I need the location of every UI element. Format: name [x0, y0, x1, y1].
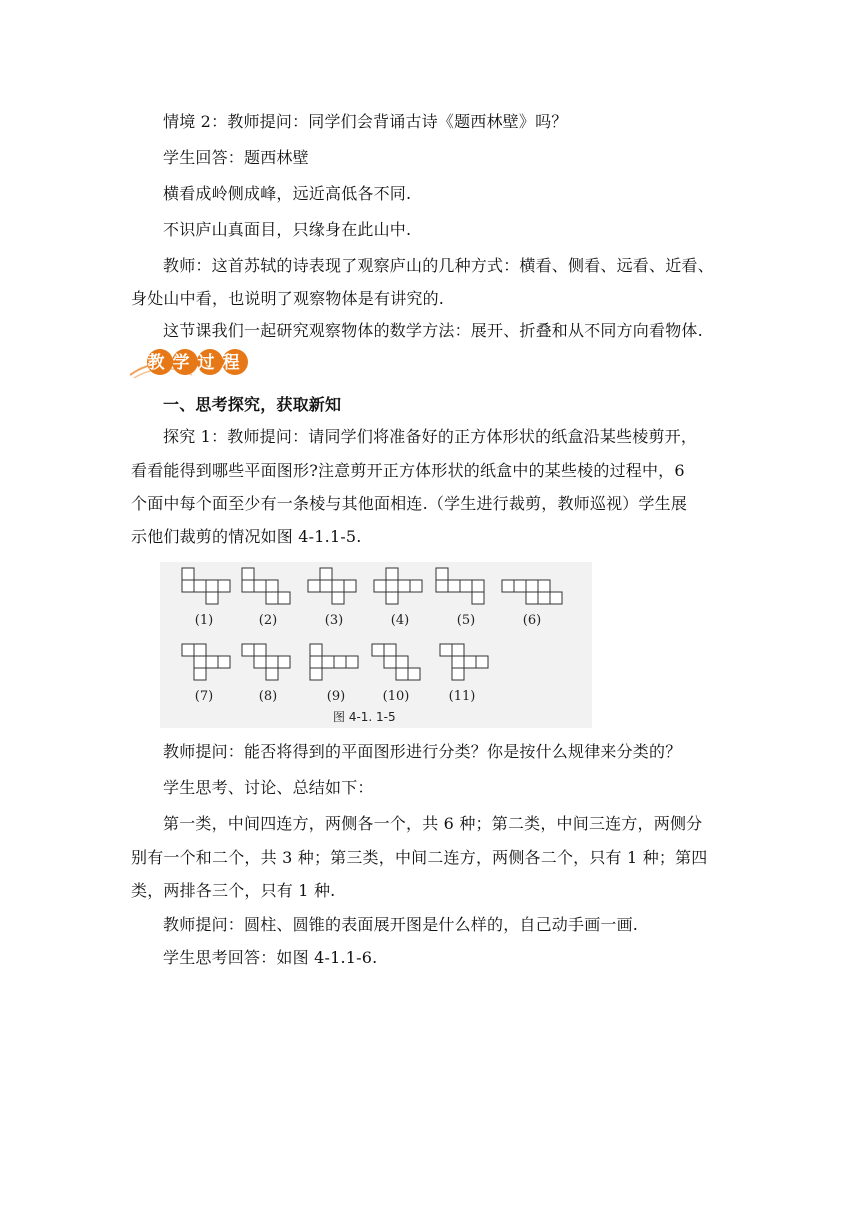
cube-net-7	[182, 644, 230, 680]
paragraph: 别有一个和二个，共 3 种；第三类，中间二连方，两侧各二个，只有 1 种；第四	[131, 848, 708, 867]
cube-net-8	[242, 644, 290, 680]
paragraph: 教师提问：圆柱、圆锥的表面展开图是什么样的，自己动手画一画.	[163, 915, 639, 934]
paragraph: 看看能得到哪些平面图形?注意剪开正方体形状的纸盒中的某些棱的过程中，6	[131, 461, 685, 480]
banner-label: 教学过程	[147, 353, 248, 373]
cube-net-4	[374, 568, 422, 604]
paragraph: 学生思考回答：如图 4-1.1-6.	[163, 948, 378, 967]
paragraph: 情境 2：教师提问：同学们会背诵古诗《题西林壁》吗？	[163, 112, 568, 131]
section-banner	[128, 345, 248, 381]
net-label: (7)	[194, 689, 214, 704]
paragraph: 学生回答：题西林壁	[163, 148, 309, 167]
figure-cube-nets	[160, 562, 592, 728]
cube-net-10	[372, 644, 420, 680]
banner-graphic	[128, 345, 248, 381]
paragraph: 教师：这首苏轼的诗表现了观察庐山的几种方式：横看、侧看、远看、近看、	[163, 256, 714, 275]
paragraph: 身处山中看，也说明了观察物体是有讲究的.	[131, 289, 445, 308]
paragraph: 横看成岭侧成峰，远近高低各不同.	[163, 184, 412, 203]
paragraph: 这节课我们一起研究观察物体的数学方法：展开、折叠和从不同方向看物体.	[163, 321, 703, 340]
cube-net-6	[502, 580, 562, 604]
cube-net-5	[436, 568, 484, 604]
paragraph: 个面中每个面至少有一条棱与其他面相连.（学生进行裁剪，教师巡视）学生展	[131, 494, 688, 513]
cube-net-3	[308, 568, 356, 604]
section-heading: 一、思考探究，获取新知	[163, 395, 342, 414]
net-label: (8)	[258, 689, 278, 704]
figure-caption: 图 4-1. 1-5	[333, 710, 396, 724]
cube-net-1	[182, 568, 230, 604]
cube-net-11	[440, 644, 488, 680]
net-label: (4)	[390, 613, 410, 628]
cube-net-2	[242, 568, 290, 604]
net-label: (9)	[326, 689, 346, 704]
net-label: (10)	[382, 689, 410, 704]
cube-net-9	[310, 644, 358, 680]
paragraph: 第一类，中间四连方，两侧各一个，共 6 种；第二类，中间三连方，两侧分	[163, 814, 703, 833]
paragraph: 探究 1：教师提问：请同学们将准备好的正方体形状的纸盒沿某些棱剪开，	[163, 427, 698, 446]
paragraph: 教师提问：能否将得到的平面图形进行分类？你是按什么规律来分类的？	[163, 742, 682, 761]
net-label: (5)	[456, 613, 476, 628]
paragraph: 学生思考、讨论、总结如下：	[163, 778, 374, 797]
net-label: (2)	[258, 613, 278, 628]
paragraph: 类，两排各三个，只有 1 种.	[131, 881, 336, 900]
paragraph: 示他们裁剪的情况如图 4-1.1-5.	[131, 527, 362, 546]
net-label: (1)	[194, 613, 214, 628]
paragraph: 不识庐山真面目，只缘身在此山中.	[163, 220, 412, 239]
cube-nets-diagram	[160, 562, 592, 728]
net-label: (11)	[448, 689, 476, 704]
net-label: (6)	[522, 613, 542, 628]
net-label: (3)	[324, 613, 344, 628]
